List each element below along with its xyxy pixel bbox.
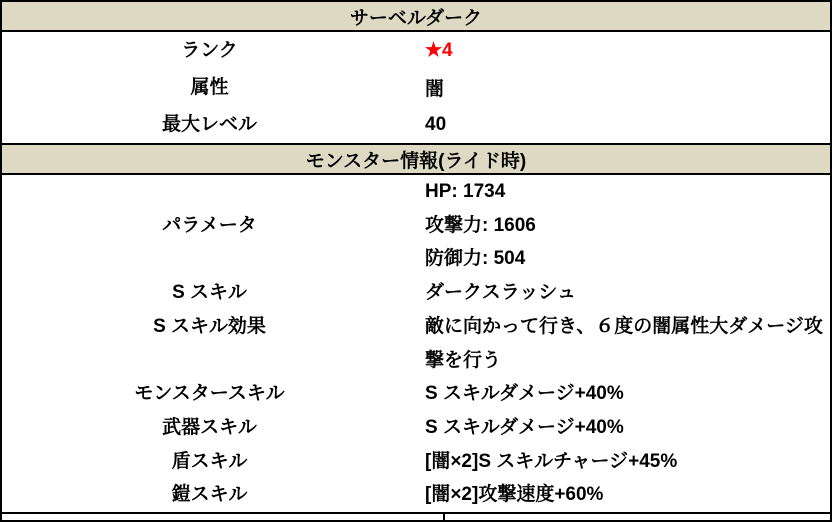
s-skill-effect-row	[2, 310, 830, 377]
s-skill-effect-value: 敵に向かって行き、６度の闇属性大ダメージ攻撃を行う	[425, 315, 823, 371]
s-skill-row	[2, 276, 830, 310]
defense-value: 防御力: 504	[425, 248, 526, 270]
shield-skill-label: 盾スキル	[171, 450, 248, 472]
attribute-label: 属性	[190, 76, 229, 98]
weapon-skill-row	[2, 411, 830, 445]
weapon-skill-value: S スキルダメージ+40%	[425, 416, 624, 438]
next-table-left-cell	[2, 514, 445, 522]
parameters-label: パラメータ	[162, 214, 257, 236]
s-skill-effect-label: S スキル効果	[153, 315, 266, 337]
armor-skill-label: 鎧スキル	[171, 484, 248, 506]
attack-value: 攻撃力: 1606	[425, 214, 536, 236]
next-table-right-cell	[445, 514, 830, 522]
shield-skill-row	[2, 445, 830, 479]
monster-name: サーベルダーク	[349, 7, 483, 29]
parameters-row	[2, 175, 830, 276]
rank-value: ★4	[425, 40, 453, 61]
monster-name-header	[2, 2, 830, 32]
attribute-value: 闇	[425, 79, 445, 100]
armor-skill-row	[2, 478, 830, 512]
monster-skill-label: モンスタースキル	[134, 383, 285, 405]
ride-info-title: モンスター情報(ライド時)	[305, 150, 527, 172]
max-level-row	[2, 106, 830, 143]
attribute-row	[2, 69, 830, 106]
max-level-value: 40	[425, 113, 447, 135]
parameters-values	[417, 175, 830, 276]
s-skill-value: ダークスラッシュ	[425, 282, 577, 304]
rank-row	[2, 32, 830, 69]
next-table-partial-row	[2, 512, 830, 522]
max-level-label: 最大レベル	[161, 113, 257, 135]
ride-info-header	[2, 143, 830, 175]
hp-value: HP: 1734	[425, 181, 506, 202]
monster-skill-value: S スキルダメージ+40%	[425, 383, 624, 405]
shield-skill-value: [闇×2]S スキルチャージ+45%	[425, 450, 678, 472]
s-skill-label: S スキル	[172, 282, 247, 304]
weapon-skill-label: 武器スキル	[162, 416, 257, 438]
monster-skill-row	[2, 377, 830, 411]
armor-skill-value: [闇×2]攻撃速度+60%	[425, 484, 604, 506]
rank-label: ランク	[181, 39, 238, 61]
